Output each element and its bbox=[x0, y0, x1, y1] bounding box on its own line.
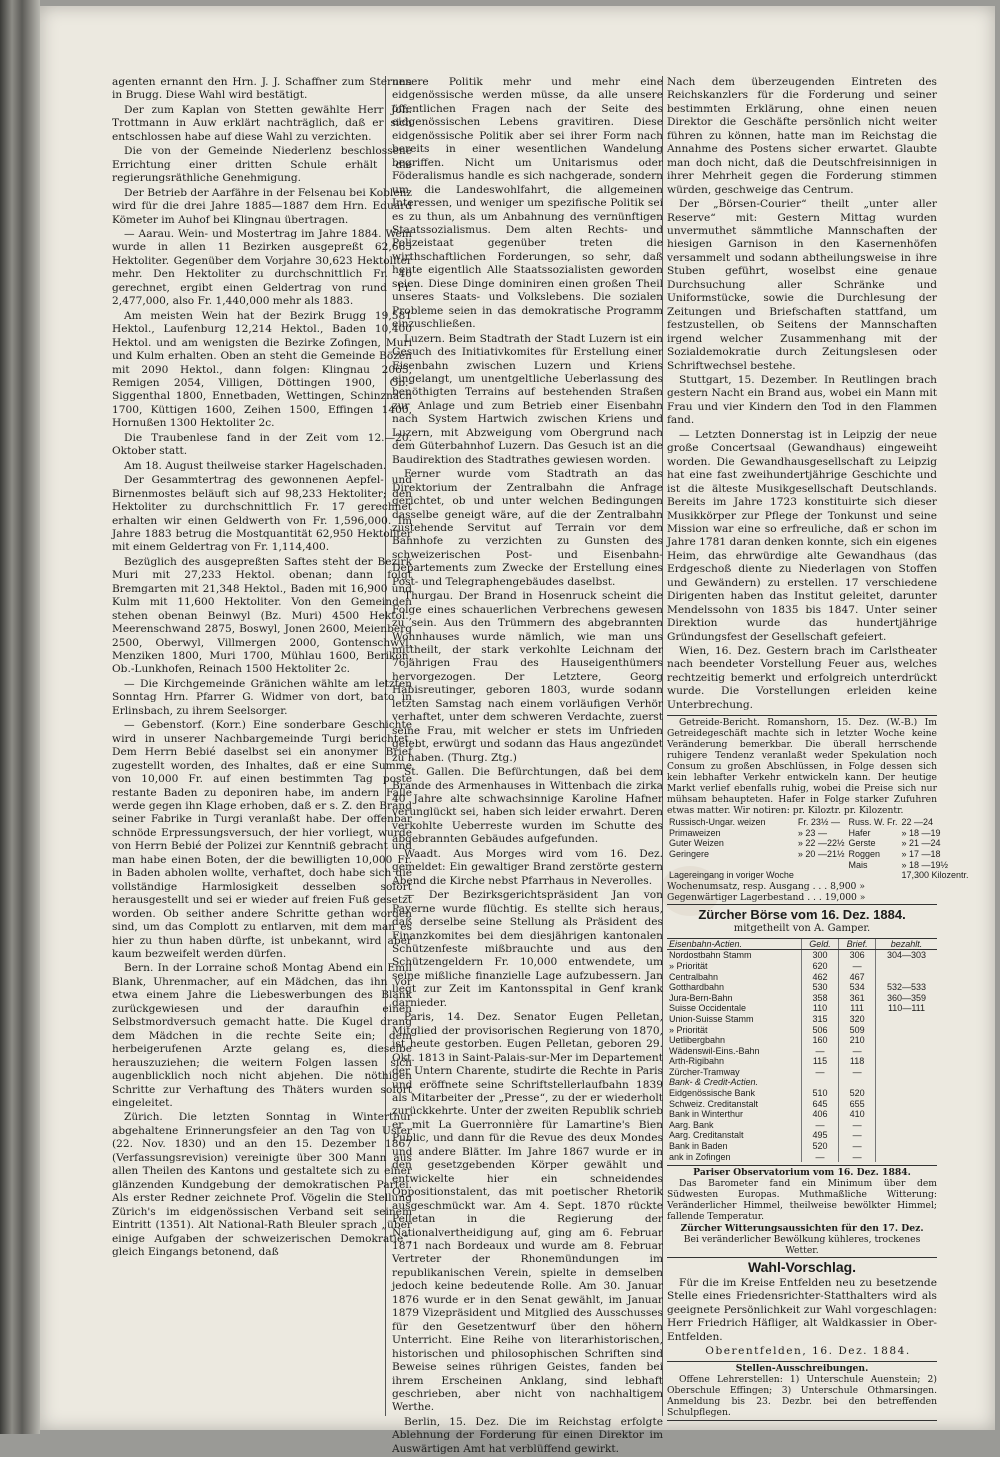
stock-cell: — bbox=[839, 1130, 876, 1141]
grain-cell: » 21 —24 bbox=[901, 838, 941, 849]
paragraph: agenten ernannt den Hrn. J. J. Schaffner zum Sternen in Brugg. Diese Wahl wird bestätigt. bbox=[112, 76, 412, 102]
paragraph: Thurgau. Der Brand in Hosenruck scheint die Folge eines schauerlichen Verbrechens gewesen zu sein. Aus den Trümmern des abgebrannten Wohnhauses wurde nämlich, wie man uns mittheilt, der stark verkohlte Leichnam der 76jährigen Frau des Hauseigenthümers hervorgezogen. Der Letztere, Georg Habisreutinger, geboren 1803, wurde sodann letzten Samstag nach einem vorläufigen Verhör verhaftet, unter dem schweren Verdachte, zuerst seine Frau, mit welcher er stets im Unfrieden gelebt, erwürgt und sodann das Haus angezündet zu haben. (Thurg. Ztg.) bbox=[392, 590, 663, 764]
stock-cell: 115 bbox=[801, 1056, 838, 1067]
stock-row bbox=[667, 1077, 937, 1088]
grain-cell: Mais bbox=[848, 859, 868, 870]
grain-summary-2: Gegenwärtiger Lagerbestand . . . 19,000 » bbox=[667, 891, 866, 903]
grain-summary-1: Wochenumsatz, resp. Ausgang . . . 8,900 » bbox=[667, 880, 865, 892]
grain-cell: Hafer bbox=[848, 827, 871, 838]
stock-cell bbox=[875, 1025, 937, 1036]
newspaper-page bbox=[40, 6, 995, 1455]
stock-row bbox=[667, 982, 937, 993]
grain-cell: Lagereingang in voriger Woche bbox=[669, 870, 794, 881]
stock-cell: Schweiz. Creditanstalt bbox=[669, 1098, 759, 1109]
stock-cell: 306 bbox=[839, 950, 876, 961]
grain-cell: 22 —24 bbox=[901, 817, 934, 828]
stock-cell: 300 bbox=[801, 950, 838, 961]
paragraph: Die Traubenlese fand in der Zeit vom 12.—20. Oktober statt. bbox=[112, 431, 412, 458]
stock-cell: 358 bbox=[801, 993, 838, 1004]
paragraph: Stuttgart, 15. Dezember. In Reutlingen brach gestern Nacht ein Brand aus, wobei ein Mann mit Frau und vier Kindern den Tod in den Flammen fand. bbox=[667, 373, 937, 427]
stock-cell: Wädenswil-Eins.-Bahn bbox=[669, 1045, 760, 1056]
stellen-text: Offene Lehrerstellen: 1) Unterschule Auenstein; 2) Oberschule Effingen; 3) Unterschule Othmarsingen. Anmeldung bis 23. Dezbr. bei den betreffenden Schulpflegen. bbox=[667, 1374, 937, 1419]
stock-cell: Bank in Baden bbox=[669, 1141, 728, 1152]
paragraph: Wien, 16. Dez. Gestern brach im Carlstheater nach beendeter Vorstellung Feuer aus, welches rechtzeitig bemerkt und erfolgreich unterdrückt wurde. Die Vorstellungen erleiden keine Unterbrechung. bbox=[667, 645, 937, 711]
stock-cell: — bbox=[839, 961, 876, 972]
stock-row bbox=[667, 1046, 937, 1057]
stock-cell: 160 bbox=[801, 1035, 838, 1046]
paragraph: Der „Börsen-Courier“ theilt „unter aller Reserve“ mit: Gestern Mittag wurden unvermuthet sämmtliche Mannschaften der hiesigen Garnison in den Kasernenhöfen versammelt und sodann abtheilungsweise in ihre Stuben geführt, woselbst eine genaue Durchsuchung aller Schränke und Uniformstücke, sowie die Durchlesung der Zeitungen und Briefschaften stattfand, um festzustellen, ob Seitens der Mannschaften irgend welcher Zusammenhang mit der Sozialdemokratie durch Zeitungslesen oder Schriftwechsel bestehe. bbox=[667, 198, 937, 372]
stock-cell: 462 bbox=[801, 972, 838, 983]
paragraph: — Die Kirchgemeinde Gränichen wählte am letzten Sonntag Hrn. Pfarrer G. Widmer von dort, bato in Erlinsbach, zu ihrem Seelsorger. bbox=[112, 677, 412, 717]
grain-cell: 17,300 Kilozentr. bbox=[901, 870, 969, 881]
paragraph: — Gebenstorf. (Korr.) Eine sonderbare Geschichte wird in unserer Nachbargemeinde Turgi berichtet. Dem Herrn Bebié daselbst sei ein anonymer Brief zugestellt worden, des Inhaltes, daß er eine Summe von 10,000 Fr. auf einen bestimmten Tag poste restante Baden zu deponiren habe, im andern Falle werde gegen ihn Klage erhoben, daß er s. Z. den Brand seiner Fabrike in Turgi veranlaßt habe. Der offenbar schnöde Erpressungsversuch, der hier vorliegt, wurde von Herrn Bebié der Polizei zur Kenntniß gebracht und man habe einen Boten, der die bewilligten 10,000 Fr. in Baden abholen wollte, verhaftet, doch habe sich die vollständige Harmlosigkeit desselben sofort herausgestellt und sei er wieder auf freien Fuß gesetzt worden. Ob seither andere Schritte gethan worden sind, um das Complott zu entlarven, mit dem man es hier zu thun haben dürfte, ist unbekannt, wird aber kaum bezweifelt werden dürfen. bbox=[112, 719, 412, 960]
weather-title: Zürcher Witterungsaussichten für den 17. Dez. bbox=[680, 1223, 924, 1235]
stock-cell bbox=[875, 1120, 937, 1131]
stock-cell: Bank in Winterthur bbox=[669, 1109, 744, 1120]
header-bezahlt: bezahlt. bbox=[875, 938, 937, 950]
grain-cell: Russisch-Ungar. weizen bbox=[669, 817, 766, 828]
stock-row bbox=[667, 1120, 937, 1131]
paragraph: Paris, 14. Dez. Senator Eugen Pelletan, Mitglied der provisorischen Regierung von 1870, ist heute gestorben. Eugen Pelletan, geboren 29. Okt. 1813 in Saint-Palais-sur-Mer im Departement der Untern Charente, studirte die Rechte in Paris und eröffnete seine Schriftstellerlaufbahn 1839 als Mitarbeiter der „Presse“, zu der er wiederholt zurückkehrte. Unter der zweiten Republik schrieb er mit La Guerronnière für Lamartine's Bien Public, und dann für die Revue des deux Mondes und andere Blätter. Im Jahre 1867 wurde er in den gesetzgebenden Körper gewählt und entwickelte hier ein schneidendes Oppositionstalent, das mit poetischer Rhetorik ausgeschmückt war. Am 4. Sept. 1870 rückte Pelletan in die Regierung der Nationalvertheidigung auf, ging am 6. Februar 1871 nach Bordeaux und wurde am 8. Februar Vertreter der Rhonemündungen im republikanischen Verein, spielte in demselben jedoch keine bedeutende Rolle. Am 30. Januar 1876 wurde er in den Senat gewählt, im Januar 1879 Vizepräsident und Mitglied des Ausschusses für den Gesetzentwurf über den höhern Unterricht. Eine Reihe von literarhistorischen, historischen und philosophischen Schriften sind Beweise seines rührigen Geistes, fanden bei ihrem Erscheinen Anklang, sind lebhaft geschrieben, aber nicht von nachhaltigem Werthe. bbox=[392, 1011, 663, 1414]
grain-cell: » 17 —18 bbox=[901, 849, 941, 860]
stock-cell bbox=[875, 1056, 937, 1067]
stock-row bbox=[667, 972, 937, 983]
column-middle bbox=[392, 76, 663, 1457]
stock-cell: 410 bbox=[839, 1109, 876, 1120]
stock-cell: Jura-Bern-Bahn bbox=[669, 992, 733, 1003]
stock-row bbox=[667, 1067, 937, 1078]
stock-cell: Bank- & Credit-Actien. bbox=[669, 1077, 759, 1088]
stock-cell: Aarg. Bank bbox=[669, 1119, 714, 1130]
stock-cell bbox=[875, 1109, 937, 1120]
paragraph: Zürich. Die letzten Sonntag in Winterthur abgehaltene Erinnerungsfeier an den Tag von Uster (22. Nov. 1830) und an den 15. Dezember 1867 (Verfassungsrevision) vereinigte über 300 Mann aus allen Theilen des Kantons und gestaltete sich zu einer glänzenden Kundgebung der demokratischen Partei. Als erster Redner zeichnete Prof. Vögelin die Stellung Zürich's im eidgenössischen Verband seit seinem Eintritt (1351). Alt National-Rath Bleuler sprach „über einige Aufgaben der schweizerischen Demokratie“, gleich Eingangs betonend, daß bbox=[112, 1111, 412, 1258]
stock-cell: 509 bbox=[839, 1025, 876, 1036]
stock-row bbox=[667, 1109, 937, 1120]
wahl-title: Wahl-Vorschlag. bbox=[747, 1259, 857, 1276]
grain-cell: Gerste bbox=[848, 838, 876, 849]
observatory-report bbox=[667, 1165, 937, 1258]
wahl-text: Für die im Kreise Entfelden neu zu besetzende Stelle eines Friedensrichter-Statthalters wird als geeignete Persönlichkeit zur Wahl vorgeschlagen: Herr Friedrich Häfliger, alt Waldkassier in Ober-Entfelden. bbox=[667, 1276, 937, 1343]
stock-cell: Eidgenössische Bank bbox=[669, 1088, 756, 1099]
stock-cell: 645 bbox=[801, 1099, 838, 1110]
grain-cell: » 20 —21½ bbox=[797, 849, 845, 860]
stock-cell: 406 bbox=[801, 1109, 838, 1120]
boerse-subtitle: mitgetheilt von A. Gamper. bbox=[733, 923, 871, 935]
stock-cell: 361 bbox=[839, 993, 876, 1004]
stock-cell: 210 bbox=[839, 1035, 876, 1046]
stock-cell: ank in Zofingen bbox=[669, 1151, 731, 1162]
stock-row bbox=[667, 961, 937, 972]
paragraph: — Der Bezirksgerichtspräsident Jan von Payerne wurde flüchtig. Es stellte sich heraus, daß derselbe seine Stellung als Präsident des Finanzkomites bei dem diesjährigen kantonalen Schützenfeste mißbrauchte und aus den Schützengeldern Fr. 10,000 entwendete, um seine mißliche finanzielle Lage aufzubessern. Jan liegt zur Zeit im Kantonsspital in Genf krank darnieder. bbox=[392, 889, 663, 1009]
stock-cell: 110 bbox=[801, 1003, 838, 1014]
stock-row bbox=[667, 1099, 937, 1110]
stock-cell bbox=[801, 1077, 838, 1088]
grain-cell: » 18 —19½ bbox=[901, 859, 949, 870]
stock-cell bbox=[875, 972, 937, 983]
stock-cell: 530 bbox=[801, 982, 838, 993]
paragraph: Luzern. Beim Stadtrath der Stadt Luzern ist ein Gesuch des Initiativkomites für Erstellung einer Eisenbahn zwischen Luzern und Kriens eingelangt, um unentgeltliche Ueberlassung des benöthigten Terrains auf bestehenden Straßen zur Anlage und zum Betrieb einer Eisenbahn nach System Hartwich zwischen Kriens und Luzern, mit Abzweigung vom Obergrund nach dem Güterbahnhof Luzern. Das Gesuch ist an die Baudirektion des Stadtrathes gewiesen worden. bbox=[392, 332, 663, 466]
grain-report bbox=[667, 715, 969, 905]
stock-table-body bbox=[667, 950, 937, 1162]
stock-cell: 118 bbox=[839, 1056, 876, 1067]
stock-cell: 506 bbox=[801, 1025, 838, 1036]
stock-row bbox=[667, 950, 937, 961]
weather-text: Bei veränderlicher Bewölkung kühleres, trockenes Wetter. bbox=[683, 1234, 921, 1257]
paragraph: Der Gesammtertrag des gewonnenen Aepfel- und Birnenmostes beläuft sich auf 98,233 Hektoliter; den Hektoliter zu durchschnittlich Fr. 17 gerechnet erhalten wir einen Geldwerth von Fr. 1,596,000. Im Jahre 1883 betrug die Mostquantität 62,950 Hektoliter mit einem Geldertrag von Fr. 1,114,400. bbox=[112, 474, 412, 554]
grain-cell: Russ. W. Fr. bbox=[848, 817, 898, 828]
grain-cell: Roggen bbox=[848, 849, 880, 860]
stock-cell bbox=[875, 1088, 937, 1099]
stock-cell: 495 bbox=[801, 1130, 838, 1141]
stock-cell: 304—303 bbox=[875, 950, 937, 961]
stock-cell: 320 bbox=[839, 1014, 876, 1025]
stock-cell: — bbox=[839, 1152, 876, 1163]
stock-cell bbox=[875, 1077, 937, 1088]
grain-cell: » 23 — bbox=[797, 827, 827, 838]
grain-cell: » 22 —22½ bbox=[797, 838, 845, 849]
grain-table bbox=[667, 817, 971, 881]
stock-cell: 655 bbox=[839, 1099, 876, 1110]
stock-cell: 467 bbox=[839, 972, 876, 983]
grain-cell: Geringere bbox=[669, 849, 710, 860]
grain-cell: Primaweizen bbox=[669, 827, 721, 838]
stock-cell: Aarg. Creditanstalt bbox=[669, 1130, 744, 1141]
header-name: Eisenbahn-Actien. bbox=[667, 938, 801, 950]
stock-cell: 620 bbox=[801, 961, 838, 972]
paragraph: Der Betrieb der Aarfähre in der Felsenau bei Koblenz wird für die drei Jahre 1885—1887 dem Hrn. Eduard Kömeter im Auhof bei Klingnau übertragen. bbox=[112, 186, 412, 226]
grain-cell bbox=[796, 860, 847, 871]
stock-cell: Uetlibergbahn bbox=[669, 1035, 726, 1046]
stock-cell bbox=[875, 1035, 937, 1046]
stock-cell: Nordostbahn Stamm bbox=[669, 950, 752, 961]
column-right bbox=[667, 76, 969, 1424]
paragraph: St. Gallen. Die Befürchtungen, daß bei dem Brande des Armenhauses in Wittenbach die zirka 40 Jahre alte schwachsinnige Karoline Hafner verunglückt sei, haben sich leider erwahrt. Deren verkohlte Ueberreste wurden im Schutte des abgebrannten Gebäudes aufgefunden. bbox=[392, 766, 663, 846]
stock-row bbox=[667, 1130, 937, 1141]
stock-cell: — bbox=[801, 1152, 838, 1163]
stock-row bbox=[667, 1088, 937, 1099]
header-brief: Brief. bbox=[839, 938, 876, 950]
stock-cell bbox=[839, 1077, 876, 1088]
observatory-text: Das Barometer fand ein Minimum über dem Südwesten Europas. Muthmaßliche Witterung: Veränderlicher Himmel, theilweise bewölkter Himmel; fallende Temperatur. bbox=[667, 1178, 937, 1223]
paragraph: unsere Politik mehr und mehr eine eidgenössische werden müsse, da alle unsere öffentlichen Fragen nach der Seite des eidgenössischen Lebens gravitiren. Diese eidgenössische Politik aber sei ihrer Form nach bereits in einer wesentlichen Wandelung begriffen. Nicht um Unitarismus oder Föderalismus handle es sich nachgerade, sondern um die Landeswohlfahrt, die allgemeinen Interessen, und weniger um spezifische Politik sei es zu thun, als um Anbahnung des vernünftigen Staatssozialismus. Dem alten Rechts- und Polizeistaat gegenüber treten die wirthschaftlichen Forderungen, so sehr, daß heute eigentlich Alle Staatssozialisten geworden seien. Diese Dinge dominiren einen großen Theil unseres Staats- und Volkslebens. Die sozialen Probleme seien in das demokratische Programm einzuschließen. bbox=[392, 76, 663, 331]
stock-cell: 111 bbox=[839, 1003, 876, 1014]
stock-cell: — bbox=[801, 1120, 838, 1131]
paragraph: Berlin, 15. Dez. Die im Reichstag erfolgte Ablehnung der Forderung für einen Direktor im Auswärtigen Amt hat verblüffend gewirkt. bbox=[392, 1415, 663, 1455]
stock-cell: 315 bbox=[801, 1014, 838, 1025]
stellen-title: Stellen-Ausschreibungen. bbox=[735, 1363, 869, 1375]
stock-cell: — bbox=[801, 1067, 838, 1078]
stock-cell: Centralbahn bbox=[669, 971, 719, 982]
stock-row bbox=[667, 1003, 937, 1014]
stock-cell: Gotthardbahn bbox=[669, 982, 725, 993]
paragraph: Waadt. Aus Morges wird vom 16. Dez. gemeldet: Ein gewaltiger Brand zerstörte gestern Abend die Kirche nebst Pfarrhaus in Neverolles. bbox=[392, 847, 663, 887]
stock-cell bbox=[875, 1141, 937, 1152]
paragraph: Die von der Gemeinde Niederlenz beschlossene Errichtung einer dritten Schule erhält die regierungsräthliche Genehmigung. bbox=[112, 145, 412, 185]
stock-cell: — bbox=[839, 1120, 876, 1131]
paragraph: Am meisten Wein hat der Bezirk Brugg 19,581 Hektol., Laufenburg 12,214 Hektol., Baden 10,400 Hektol. und am wenigsten die Bezirke Zofingen, Muri und Kulm erhalten. Oben an steht die Gemeinde Bözen mit 2090 Hektol., dann folgen: Klingnau 2065, Remigen 2054, Villigen, Döttingen 1900, Ob.-Siggenthal 1800, Ennetbaden, Wettingen, Schinznach 1700, Küttigen 1600, Zeihen 1500, Effingen 1400, Hornußen 1300 Hektoliter 2c. bbox=[112, 309, 412, 430]
stock-cell: Arth-Rigibahn bbox=[669, 1056, 725, 1067]
stock-cell: — bbox=[839, 1141, 876, 1152]
column-left bbox=[112, 76, 412, 1260]
stock-cell: » Priorität bbox=[669, 960, 708, 971]
stock-row bbox=[667, 1025, 937, 1036]
stock-cell: Union-Suisse Stamm bbox=[669, 1013, 754, 1024]
grain-cell: » 18 —19 bbox=[901, 827, 941, 838]
boerse-title: Zürcher Börse vom 16. Dez. 1884. bbox=[698, 906, 906, 922]
grain-report-text: Getreide-Bericht. Romanshorn, 15. Dez. (W.-B.) Im Getreidegeschäft machte sich in letzter Woche keine Veränderung bemerkbar. Die überall herrschende ruhigere Tendenz veranlaßt weder Spekulation noch Consum zu großen Abschlüssen, in Folge dessen sich kein lebhafter Verkehr entwickeln kann. Der heutige Markt verlief ebenfalls ruhig, wobei die Preise sich nur mühsam behaupteten. Hafer in Folge starker Zufuhren etwas matter. Wir notiren: pr. Kiloztr. pr. Kilozentr. bbox=[667, 717, 937, 817]
observatory-title: Pariser Observatorium vom 16. Dez. 1884. bbox=[693, 1167, 911, 1179]
grain-cell: Fr. 23½ — bbox=[797, 817, 840, 828]
paragraph: Bern. In der Lorraine schoß Montag Abend ein Emil Blank, Uhrenmacher, auf ein Mädchen, das ihn vor etwa einem Jahre die Liebeswerbungen des Blank zurückgewiesen und der daraufhin einen Selbstmordversuch gemacht hatte. Die Kugel drang dem Mädchen in die rechte Seite ein; dem herbeigerufenen Arzte gelang es, dieselbe herauszuziehen; die weitern Folgen lassen sich augenblicklich noch nicht abjehen. Die nöthigen Schritte zur Verhaftung des Thäters wurden sofort eingeleitet. bbox=[112, 962, 412, 1109]
stock-cell: 520 bbox=[801, 1141, 838, 1152]
stock-cell: 360—359 bbox=[875, 993, 937, 1004]
stock-cell bbox=[875, 1067, 937, 1078]
stock-cell: Zürcher-Tramway bbox=[669, 1066, 740, 1077]
stock-cell: 510 bbox=[801, 1088, 838, 1099]
stock-cell: — bbox=[801, 1046, 838, 1057]
stock-cell: 532—533 bbox=[875, 982, 937, 993]
stock-cell: — bbox=[839, 1067, 876, 1078]
header-geld: Geld. bbox=[801, 938, 838, 950]
paragraph: Bezüglich des ausgepreßten Saftes steht der Bezirk Muri mit 27,233 Hektol. obenan; dann folgt Bremgarten mit 21,348 Hektol., Baden mit 16,900 und Kulm mit 11,600 Hektoliter. Von den Gemeinden stehen obenan Beinwyl (Bz. Muri) 4500 Hektol., Meerenschwand 2875, Boswyl, Jonen 2600, Meienberg 2500, Oberwyl, Villmergen 2000, Gontenschwyl, Menziken 1800, Muri 1700, Mühlau 1600, Berikon, Ob.-Lunkhofen, Reinach 1500 Hektoliter 2c. bbox=[112, 555, 412, 676]
stellen-box bbox=[667, 1361, 937, 1421]
stock-cell bbox=[875, 1130, 937, 1141]
stock-cell: 110—111 bbox=[875, 1003, 937, 1014]
paragraph: Ferner wurde vom Stadtrath an das Direktorium der Zentralbahn die Anfrage gerichtet, ob und unter welchen Bedingungen dasselbe geneigt wäre, auf die der Zentralbahn zustehende Servitut auf Terrain vor dem Bahnhofe zu verzichten zu Gunsten des schweizerischen Post- und Eisenbahn-Departements zum Zwecke der Erstellung eines Post- und Telegraphengebäudes daselbst. bbox=[392, 468, 663, 588]
stock-row bbox=[667, 993, 937, 1004]
stock-cell: 520 bbox=[839, 1088, 876, 1099]
grain-cell: Guter Weizen bbox=[669, 838, 724, 849]
stock-row bbox=[667, 1141, 937, 1152]
stock-cell: Suisse Occidentale bbox=[669, 1003, 747, 1014]
paragraph: Am 18. August theilweise starker Hagelschaden. bbox=[124, 459, 387, 472]
grain-cell bbox=[667, 860, 796, 871]
stock-cell bbox=[875, 961, 937, 972]
grain-cell bbox=[846, 870, 899, 881]
paragraph: — Letzten Donnerstag ist in Leipzig der neue große Concertsaal (Gewandhaus) eingeweiht worden. Die Gewandhausgesellschaft zu Leipzig hat eine fast zweihundertjährige Geschichte und ist die älteste Musikgesellschaft Deutschlands. Bereits im Jahre 1723 konstituirte sich dieser Musikkörper zur Pflege der Tonkunst und seine Mission war eine so erfreuliche, daß er schon im Jahre 1781 daran denken konnte, sich ein eigenes Heim, das ehrwürdige alte Gewandhaus (das Erdgeschoß diente zu Niederlagen von Stoffen und Gewändern) zu erstellen. 17 verschiedene Dirigenten haben das Institut geleitet, darunter Mendelssohn von 1835 bis 1847. Unter seiner Direktion wurde das hundertjährige Gründungsfest der Gesellschaft gefeiert. bbox=[667, 428, 937, 643]
stock-cell: 534 bbox=[839, 982, 876, 993]
book-binding bbox=[0, 0, 40, 1434]
paragraph: — Aarau. Wein- und Mostertrag im Jahre 1884. Wein wurde in allen 11 Bezirken ausgepreßt 62,665 Hektoliter. Gegenüber dem Vorjahre 30,623 Hektoliter mehr. Den Hektoliter zu durchschnittlich Fr. 40 gerechnet, ergibt einen Geldertrag von rund Fr. 2,477,000, also Fr. 1,440,000 mehr als 1883. bbox=[112, 227, 412, 308]
stock-cell bbox=[875, 1014, 937, 1025]
paragraph: Nach dem überzeugenden Eintreten des Reichskanzlers für die Forderung und seiner bestimmten Erklärung, ohne einen neuen Direktor die Geschäfte persönlich nicht weiter führen zu können, hatte man im Reichstag die Annahme des Postens sicher erwartet. Glaubte man doch nicht, daß die Deutschfreisinnigen in ihrer Mehrheit gegen die Forderung stimmen würden, geschweige das Centrum. bbox=[667, 76, 937, 196]
grain-cell bbox=[796, 870, 847, 881]
stock-cell bbox=[875, 1046, 937, 1057]
stock-table bbox=[667, 938, 937, 1162]
stock-row bbox=[667, 1014, 937, 1025]
stock-cell: » Priorität bbox=[669, 1024, 708, 1035]
wahl-dateline: Oberentfelden, 16. Dez. 1884. bbox=[705, 1344, 911, 1357]
stock-cell bbox=[875, 1152, 937, 1163]
paragraph: Der zum Kaplan von Stetten gewählte Herr Joh. Trottmann in Auw erklärt nachträglich, daß er sich entschlossen habe auf diese Wahl zu verzichten. bbox=[112, 103, 412, 143]
stock-cell: — bbox=[839, 1046, 876, 1057]
stock-cell bbox=[875, 1099, 937, 1110]
stock-row bbox=[667, 1035, 937, 1046]
stock-row bbox=[667, 1056, 937, 1067]
stock-row bbox=[667, 1152, 937, 1163]
